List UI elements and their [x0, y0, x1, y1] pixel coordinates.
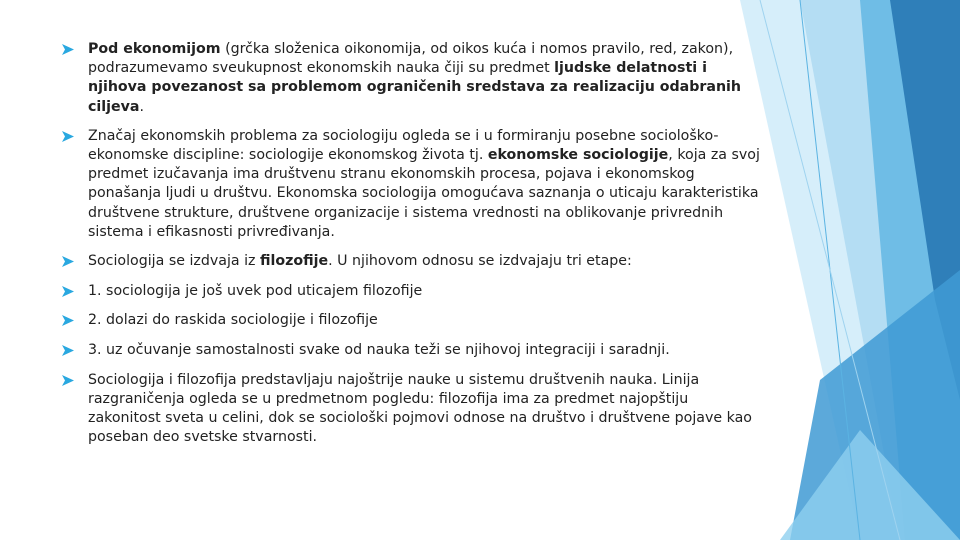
bullet-arrow-icon: [62, 345, 74, 356]
bullet-1-text-1: (grčka složenica oikonomija, od oikos kuća i nomos pravilo, red, zakon), podrazumevamo sveukupnost ekonomskih nauka čiji su predmet: [88, 41, 734, 77]
bullet-7-text: Sociologija i filozofija predstavljaju najoštrije nauke u sistemu društvenih nauka. Linija razgraničenja ogleda se u predmetnom pogledu: filozofija ima za predmet najopštiju zakonitost sveta u celini, dok se sociološki pojmovi odnose na društvo i društvene pojave kao poseban deo svetske stvarnosti.: [88, 371, 752, 446]
bullet-2-bold-1: ekonomske sociologije: [487, 147, 669, 164]
bullet-4-text: 1. sociologija je još uvek pod uticajem filozofije: [88, 282, 423, 299]
bullet-ekonomska-sociologija: [62, 127, 762, 242]
bullet-6-text: 3. uz očuvanje samostalnosti svake od nauka teži se njihovoj integraciji i saradnji.: [88, 342, 670, 359]
bullet-etapa-1: [62, 282, 762, 301]
bullet-5-text: 2. dolazi do raskida sociologije i filozofije: [88, 312, 378, 329]
bullet-razgranicenje: [62, 371, 762, 448]
bullet-arrow-icon: [62, 315, 74, 326]
bullet-etapa-2: [62, 311, 762, 330]
bullet-filozofija: [62, 252, 762, 271]
bullet-etapa-3: [62, 341, 762, 360]
bullet-3-bold-1: filozofije: [259, 253, 329, 270]
bullet-arrow-icon: [62, 131, 74, 142]
bullet-2-text-1: Značaj ekonomskih problema za sociologiju ogleda se i u formiranju posebne sociološko-ekonomske discipline: sociologije ekonomskog života tj.: [88, 127, 719, 164]
bullet-1-text-2: .: [139, 98, 144, 115]
bullet-arrow-icon: [62, 256, 74, 267]
bullet-arrow-icon: [62, 375, 74, 386]
bullet-3-text-1: Sociologija se izdvaja iz: [88, 253, 260, 270]
bullet-1-bold-2: ljudske delatnosti i njihova povezanost sa problemom ograničenih sredstava za realizaciju odabranih ciljeva: [88, 60, 742, 115]
bullet-1-bold-1: Pod ekonomijom: [88, 41, 221, 57]
bullet-3-text-2: . U njihovom odnosu se izdvajaju tri etape:: [328, 253, 632, 270]
slide-content: [62, 40, 762, 458]
bullet-arrow-icon: [62, 44, 74, 55]
bullet-arrow-icon: [62, 286, 74, 297]
bullet-ekonomija: [62, 40, 762, 117]
bullet-2-text-2: , koja za svoj predmet izučavanja ima društvenu stranu ekonomskih procesa, pojava i ekonomskog ponašanja ljudi u društvu. Ekonomska sociologija omogućava saznanja o uticaju karakteristika društvene strukture, društvene organizacije i sistema vrednosti na oblikovanje privrednih sistema i efikasnosti privređivanja.: [88, 147, 760, 240]
